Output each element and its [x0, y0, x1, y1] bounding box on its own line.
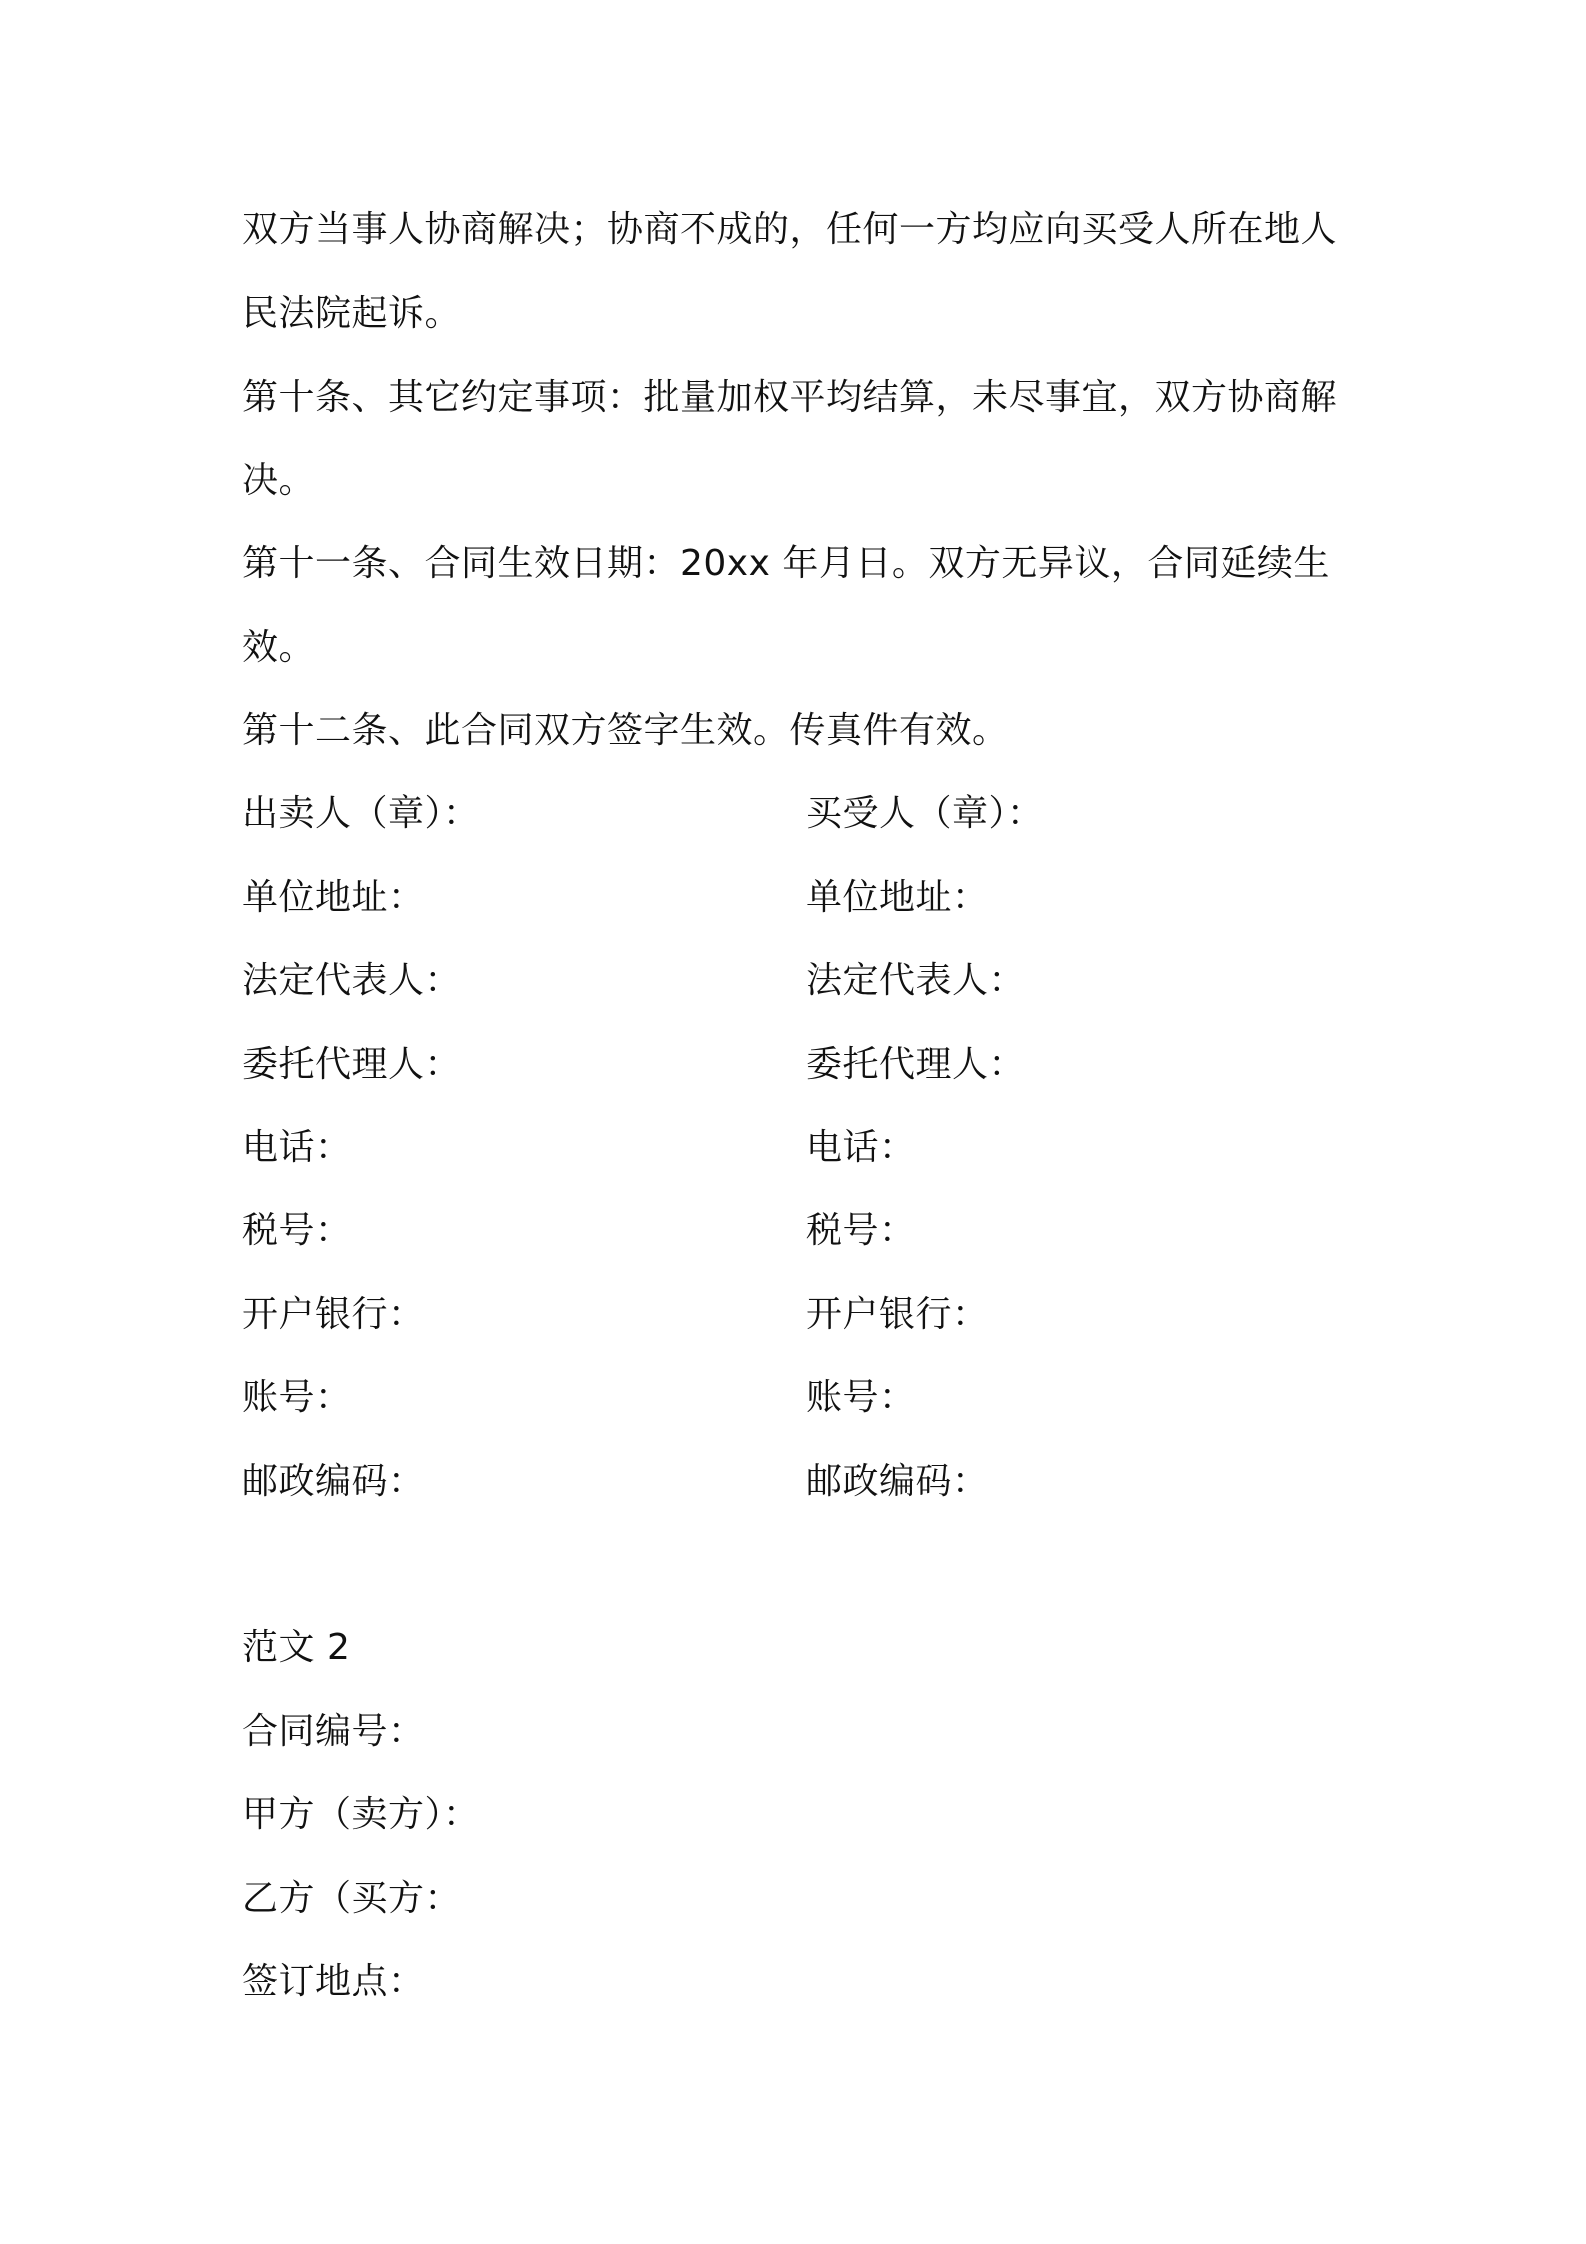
seller-legal-rep-label: 法定代表人：: [242, 960, 462, 1001]
seller-address-label: 单位地址：: [242, 877, 425, 918]
party-a-label: 甲方（卖方）：: [242, 1794, 480, 1835]
seller-seal-label: 出卖人（章）：: [242, 793, 480, 834]
seller-agent-label: 委托代理人：: [242, 1044, 462, 1085]
clause-11-line: 第十一条、合同生效日期：20xx 年月日。双方无异议，合同延续生: [242, 543, 1330, 584]
seller-account-label: 账号：: [242, 1377, 352, 1418]
buyer-postcode-label: 邮政编码：: [806, 1461, 989, 1502]
signing-place-label: 签订地点：: [242, 1961, 425, 2002]
buyer-legal-rep-label: 法定代表人：: [806, 960, 1026, 1001]
buyer-agent-label: 委托代理人：: [806, 1044, 1026, 1085]
buyer-account-label: 账号：: [806, 1377, 916, 1418]
paragraph-line: 决。: [242, 460, 316, 501]
contract-number-label: 合同编号：: [242, 1711, 425, 1752]
seller-bank-label: 开户银行：: [242, 1294, 425, 1335]
buyer-seal-label: 买受人（章）：: [806, 793, 1044, 834]
seller-phone-label: 电话：: [242, 1127, 352, 1168]
party-b-label: 乙方（买方：: [242, 1878, 462, 1919]
buyer-bank-label: 开户银行：: [806, 1294, 989, 1335]
sample2-heading: 范文 2: [242, 1627, 351, 1668]
clause-12-line: 第十二条、此合同双方签字生效。传真件有效。: [242, 710, 1009, 751]
seller-tax-id-label: 税号：: [242, 1210, 352, 1251]
paragraph-line: 效。: [242, 627, 316, 668]
paragraph-line: 双方当事人协商解决；协商不成的，任何一方均应向买受人所在地人: [242, 209, 1338, 250]
buyer-address-label: 单位地址：: [806, 877, 989, 918]
buyer-phone-label: 电话：: [806, 1127, 916, 1168]
seller-postcode-label: 邮政编码：: [242, 1461, 425, 1502]
clause-10-line: 第十条、其它约定事项：批量加权平均结算，未尽事宜，双方协商解: [242, 377, 1338, 418]
paragraph-line: 民法院起诉。: [242, 293, 462, 334]
buyer-tax-id-label: 税号：: [806, 1210, 916, 1251]
